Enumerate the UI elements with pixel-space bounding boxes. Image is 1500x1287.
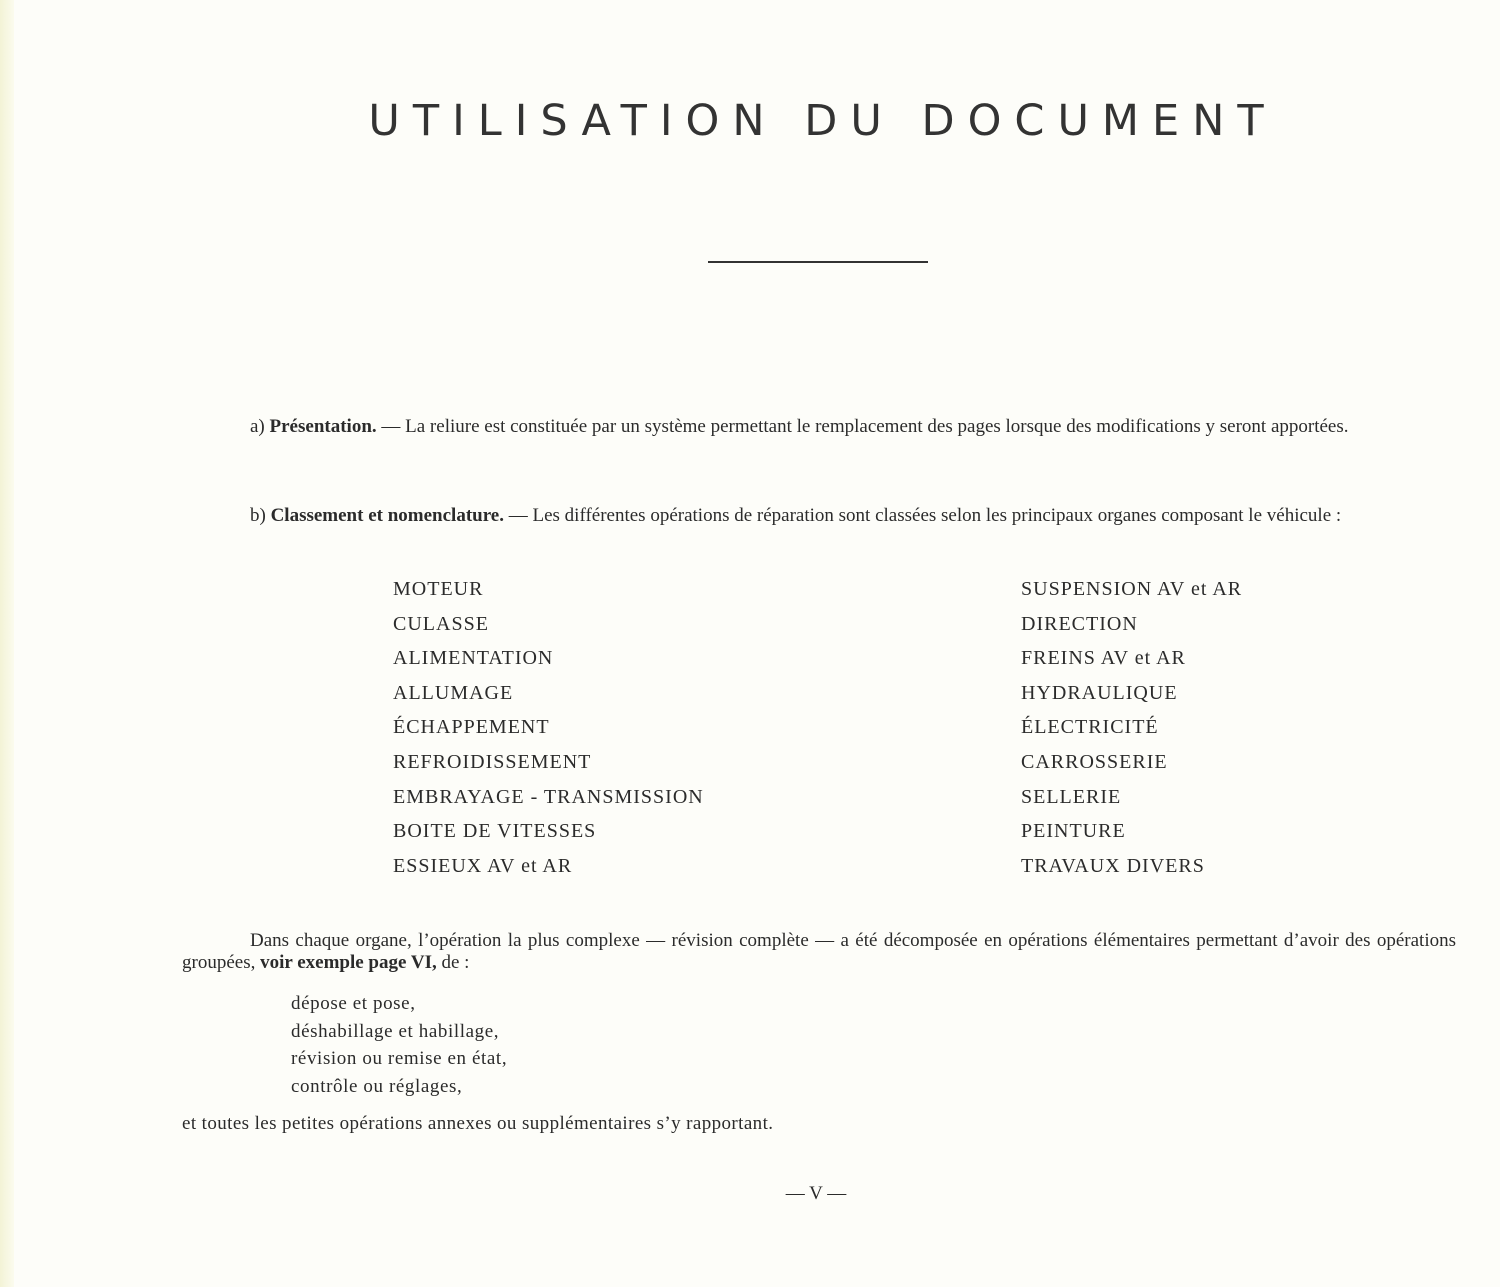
organ-item: ALIMENTATION bbox=[393, 647, 554, 670]
section-b-marker: b) bbox=[250, 505, 266, 526]
page-number: — V — bbox=[785, 1183, 847, 1204]
organ-item: TRAVAUX DIVERS bbox=[1021, 854, 1205, 877]
organs-list-left bbox=[393, 576, 704, 887]
organ-item: HYDRAULIQUE bbox=[1021, 681, 1178, 704]
closing-sentence: et toutes les petites opérations annexes ou supplémentaires s’y rapportant. bbox=[182, 1113, 774, 1134]
section-a-heading: Présentation. bbox=[269, 416, 377, 437]
section-a-text: — La reliure est constituée par un système permettant le remplacement des pages lorsque des modifications y seront apportées. bbox=[376, 416, 1349, 437]
organ-item: SELLERIE bbox=[1021, 785, 1122, 808]
operation-item: contrôle ou réglages, bbox=[291, 1075, 463, 1097]
organ-item: ÉLECTRICITÉ bbox=[1021, 716, 1159, 739]
section-presentation bbox=[182, 416, 1456, 438]
organ-item: SUSPENSION AV et AR bbox=[1021, 578, 1243, 600]
organ-item: PEINTURE bbox=[1021, 820, 1126, 843]
section-b-text: — Les différentes opérations de réparation sont classées selon les principaux organes composant le véhicule : bbox=[504, 505, 1342, 526]
page-edge bbox=[0, 0, 14, 1287]
operation-item: déshabillage et habillage, bbox=[291, 1020, 500, 1042]
organ-item: ÉCHAPPEMENT bbox=[393, 716, 550, 739]
organ-item: MOTEUR bbox=[393, 578, 484, 600]
organ-item: ESSIEUX AV et AR bbox=[393, 854, 573, 877]
operation-item: révision ou remise en état, bbox=[291, 1048, 508, 1069]
paragraph-c-text: Dans chaque organe, l’opération la plus complexe — révision complète — a été décomposée en opérations élémentaires permettant d’avoir des opérations groupées, bbox=[182, 930, 1456, 973]
organs-list-right bbox=[1021, 576, 1242, 887]
organ-item: FREINS AV et AR bbox=[1021, 647, 1186, 670]
section-a-marker: a) bbox=[250, 416, 265, 437]
paragraph-c-tail: de : bbox=[436, 952, 470, 973]
organ-item: REFROIDISSEMENT bbox=[393, 750, 592, 773]
organ-item: ALLUMAGE bbox=[393, 681, 514, 704]
document-title: UTILISATION DU DOCUMENT bbox=[368, 96, 1277, 146]
organ-item: EMBRAYAGE - TRANSMISSION bbox=[393, 785, 704, 808]
page-reference: voir exemple page VI, bbox=[260, 952, 437, 973]
operations-list bbox=[291, 993, 507, 1103]
operation-item: dépose et pose, bbox=[291, 993, 416, 1014]
organ-item: CARROSSERIE bbox=[1021, 750, 1168, 773]
organ-item: CULASSE bbox=[393, 612, 489, 635]
section-classement bbox=[182, 505, 1456, 527]
organ-item: BOITE DE VITESSES bbox=[393, 820, 597, 843]
organ-item: DIRECTION bbox=[1021, 612, 1138, 635]
section-b-heading: Classement et nomenclature. bbox=[270, 505, 504, 526]
title-divider bbox=[708, 261, 928, 263]
paragraph-decomposition bbox=[182, 930, 1456, 974]
